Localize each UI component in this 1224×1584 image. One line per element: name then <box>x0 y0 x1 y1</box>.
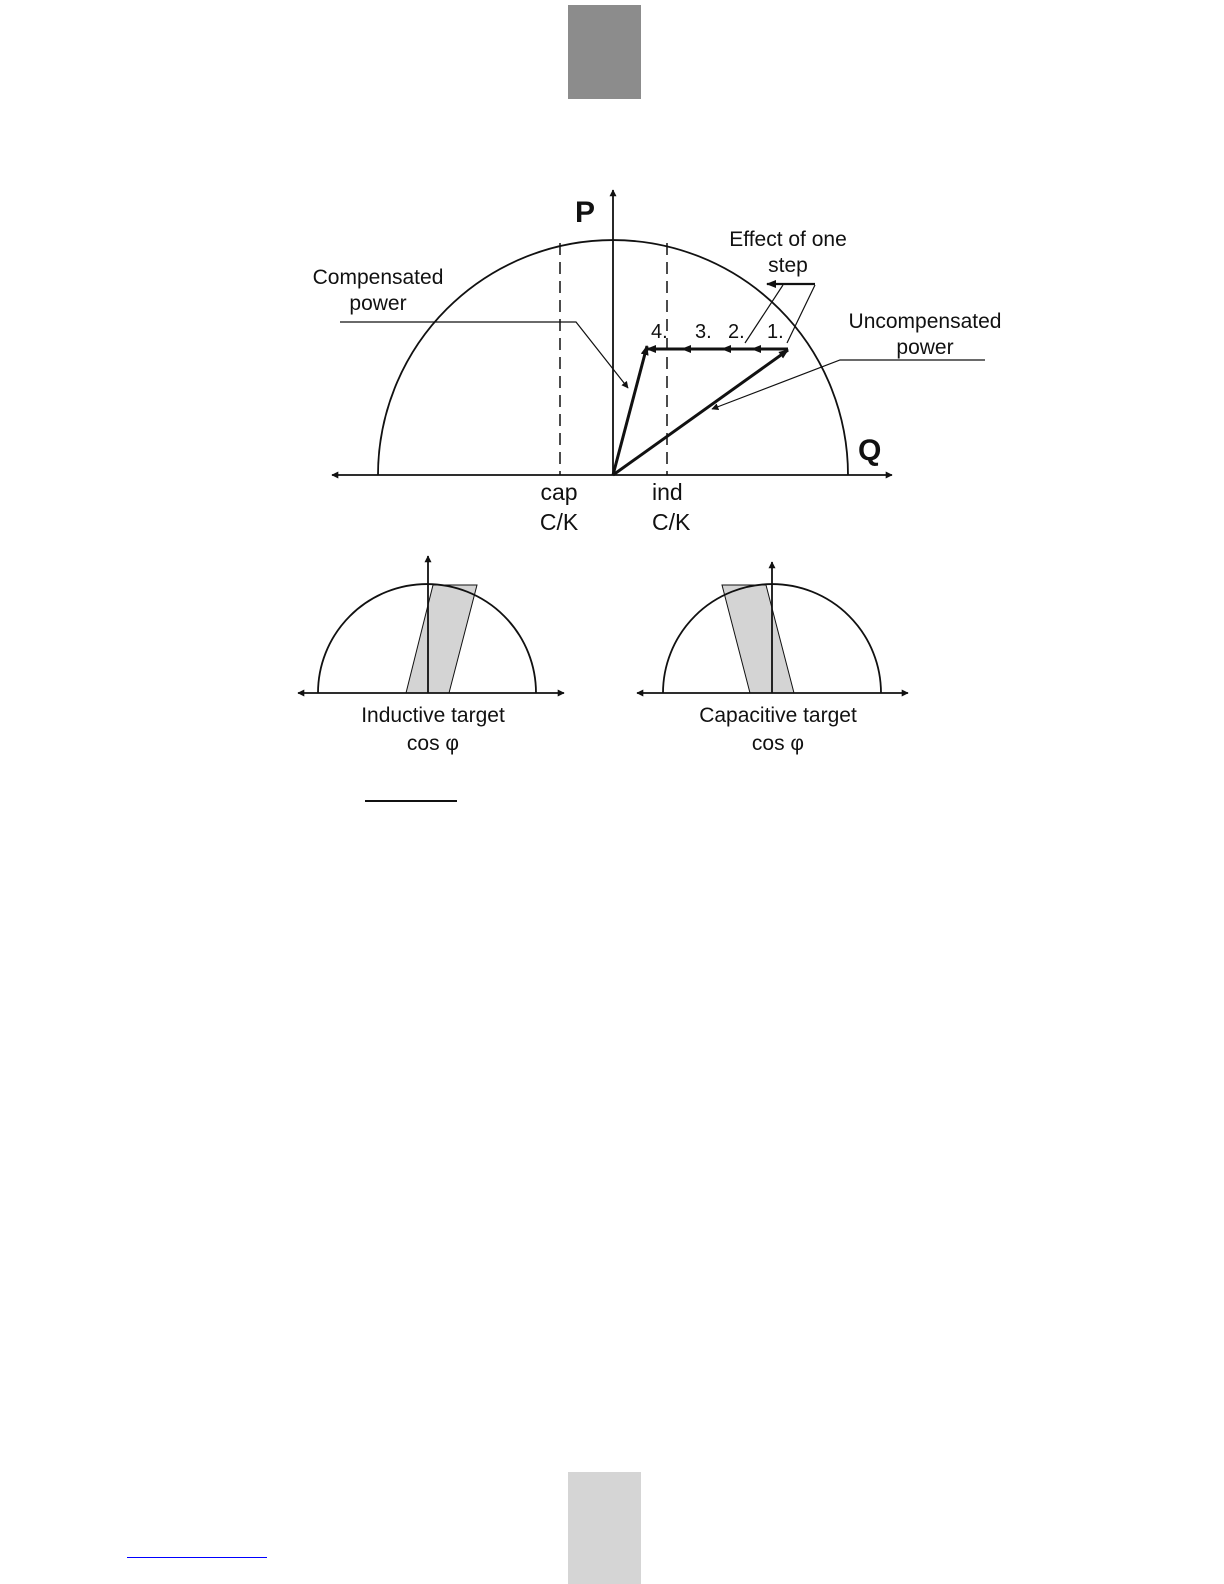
page-tab-bottom <box>568 1472 641 1584</box>
cap-ck-label-2: C/K <box>539 509 579 535</box>
compensated-leader <box>340 322 628 388</box>
inductive-target-diagram <box>298 556 564 755</box>
ind-ck-label-2: C/K <box>652 509 691 535</box>
effect-step-label-1: Effect of one <box>729 228 847 251</box>
uncompensated-power-vector <box>613 350 788 475</box>
ind-ck-label-1: ind <box>652 479 683 505</box>
capacitive-target-diagram <box>637 562 908 755</box>
axis-p-label: P <box>575 196 596 229</box>
uncompensated-leader <box>712 360 985 409</box>
inductive-band <box>406 585 477 693</box>
step-label-3: 3. <box>695 321 712 343</box>
step-label-2: 2. <box>728 321 745 343</box>
compensated-power-label-1: Compensated <box>312 266 444 289</box>
inductive-target-label-2: cos φ <box>406 732 460 755</box>
link-underline[interactable] <box>127 1557 267 1558</box>
axis-q-label: Q <box>858 434 882 467</box>
step-label-1: 1. <box>767 321 784 343</box>
cap-ck-label-1: cap <box>540 479 578 505</box>
uncompensated-power-label-1: Uncompensated <box>848 310 1002 333</box>
uncompensated-power-label-2: power <box>896 336 954 359</box>
step-label-4: 4. <box>651 321 668 343</box>
main-diagram <box>313 190 1002 535</box>
capacitive-target-label-1: Capacitive target <box>699 704 857 727</box>
compensated-power-label-2: power <box>349 292 407 315</box>
effect-step-label-2: step <box>768 254 808 277</box>
capacitive-target-label-2: cos φ <box>751 732 805 755</box>
capacitive-band <box>722 585 794 693</box>
inductive-target-label-1: Inductive target <box>361 704 505 727</box>
